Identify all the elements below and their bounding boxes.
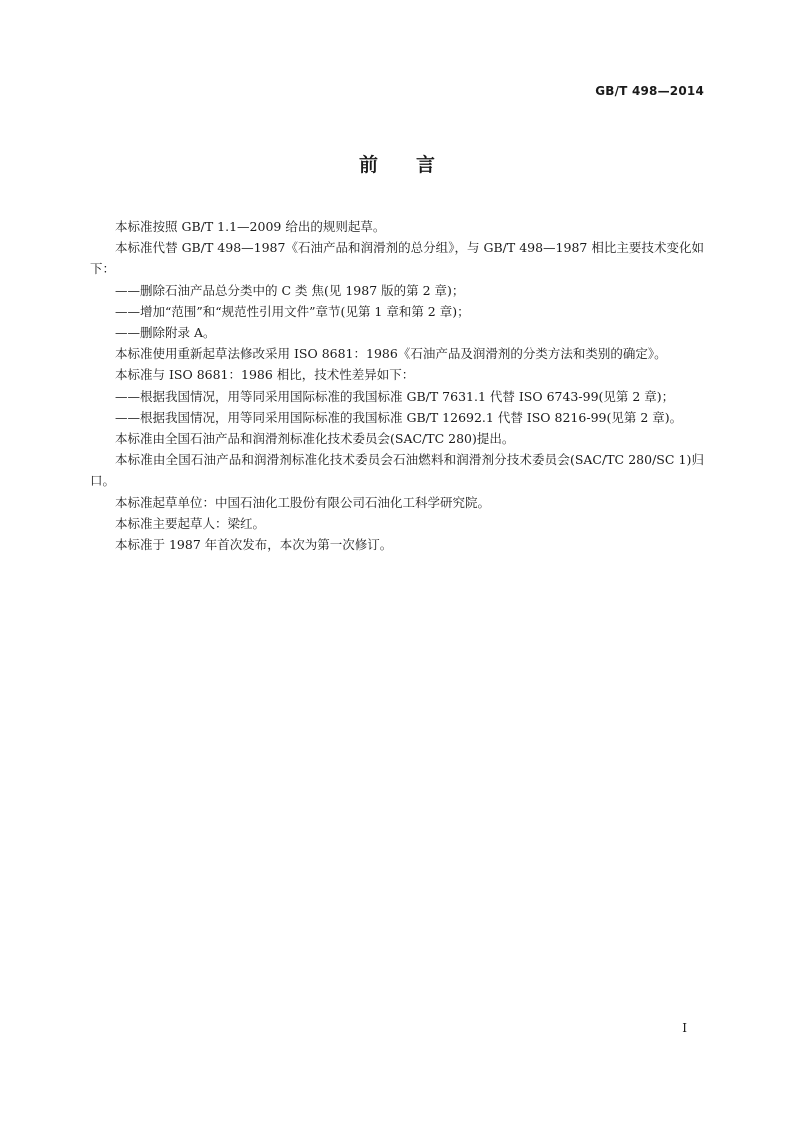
list-item: ——删除石油产品总分类中的 C 类 焦(见 1987 版的第 2 章)； <box>115 282 465 298</box>
paragraph-differences: 本标准与 ISO 8681：1986 相比，技术性差异如下： <box>115 367 415 383</box>
list-item: ——根据我国情况，用等同采用国际标准的我国标准 GB/T 12692.1 代替 ISO 8216-99(见第 2 章)。 <box>115 409 683 425</box>
standard-number: GB/T 498—2014 <box>595 84 704 98</box>
list-item: ——根据我国情况，用等同采用国际标准的我国标准 GB/T 7631.1 代替 ISO 6743-99(见第 2 章)； <box>115 388 675 404</box>
paragraph-history: 本标准于 1987 年首次发布，本次为第一次修订。 <box>115 537 393 553</box>
foreword-body <box>90 216 704 555</box>
list-item: ——删除附录 A。 <box>115 325 216 341</box>
page-title: 前言 <box>358 154 473 176</box>
paragraph-iso-adoption: 本标准使用重新起草法修改采用 ISO 8681：1986《石油产品及润滑剂的分类方法和类别的确定》。 <box>115 346 667 362</box>
paragraph-drafters: 本标准主要起草人：梁红。 <box>115 515 266 531</box>
paragraph-proposed-by: 本标准由全国石油产品和润滑剂标准化技术委员会(SAC/TC 280)提出。 <box>115 431 515 447</box>
paragraph-drafting-rules: 本标准按照 GB/T 1.1—2009 给出的规则起草。 <box>115 219 386 234</box>
page-number: I <box>682 1021 687 1035</box>
paragraph-replaces: 本标准代替 GB/T 498—1987《石油产品和润滑剂的总分组》，与 GB/T 498—1987 相比主要技术变化如下： <box>90 240 704 277</box>
paragraph-drafting-unit: 本标准起草单位：中国石油化工股份有限公司石油化工科学研究院。 <box>115 494 491 510</box>
list-item: ——增加“范围”和“规范性引用文件”章节(见第 1 章和第 2 章)； <box>115 303 470 319</box>
paragraph-administered-by: 本标准由全国石油产品和润滑剂标准化技术委员会石油燃料和润滑剂分技术委员会(SAC/TC 280/SC 1)归口。 <box>90 452 704 489</box>
